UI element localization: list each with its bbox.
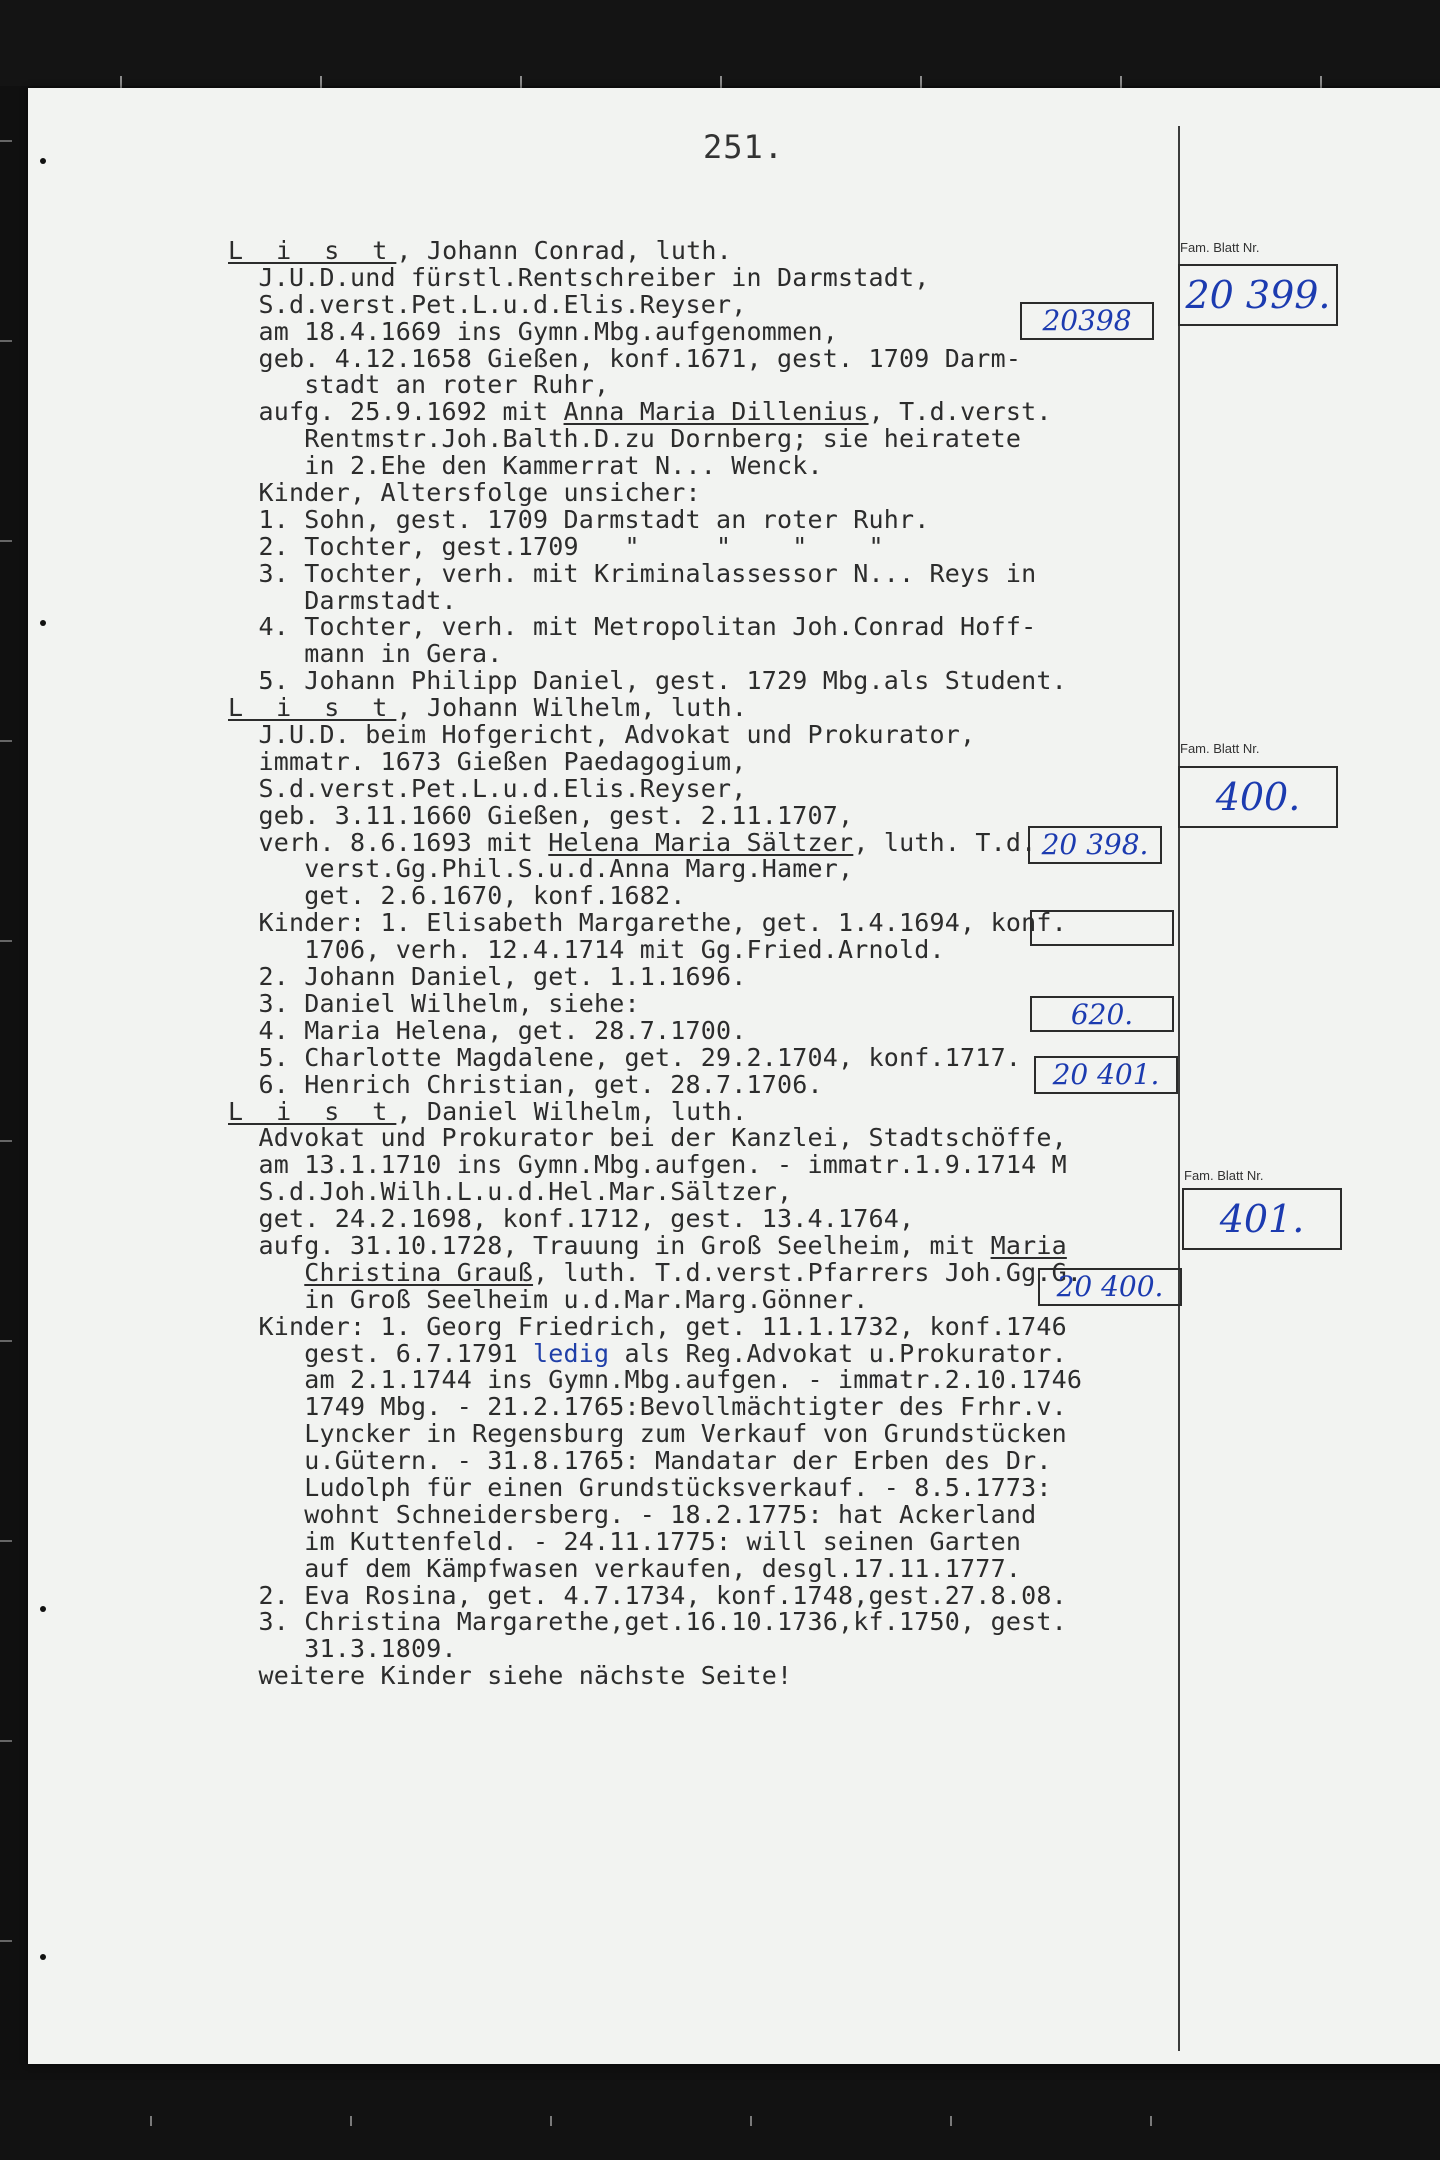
genealogy-text (228, 238, 1178, 1690)
ruler-tick (0, 1940, 12, 1942)
ruler-tick (0, 1140, 12, 1142)
text-line (228, 1663, 1178, 1690)
reference-box: 20 401. (1034, 1056, 1178, 1094)
reference-box: 620. (1030, 996, 1174, 1032)
text-segment: , luth. T.d.verst.Pfarrers Joh.Gg.G. (533, 1257, 1083, 1287)
text-line (228, 1206, 1178, 1233)
text-segment: 3. Christina Margarethe,get.16.10.1736,kf.1750, gest. (228, 1607, 1067, 1637)
text-line (228, 695, 1178, 722)
text-line (228, 1311, 1178, 1341)
text-segment: 3. Tochter, verh. mit Kriminalassessor N... Reys in (228, 558, 1037, 588)
text-segment: in 2.Ehe den Kammerrat N... Wenck. (228, 451, 823, 481)
ruler-tick (0, 740, 12, 742)
page-number: 251. (703, 128, 785, 166)
text-segment: Ludolph für einen Grundstücksverkauf. - 8.5.1773: (228, 1472, 1052, 1502)
text-segment: 2. Eva Rosina, get. 4.7.1734, konf.1748,gest.27.8.08. (228, 1580, 1067, 1610)
ruler-tick (0, 540, 12, 542)
text-line (228, 1472, 1178, 1502)
text-segment: J.U.D.und fürstl.Rentschreiber in Darmstadt, (228, 262, 930, 292)
text-segment: 6. Henrich Christian, get. 28.7.1706. (228, 1069, 823, 1099)
text-line (228, 1499, 1178, 1529)
text-segment: am 2.1.1744 ins Gymn.Mbg.aufgen. - immatr.2.10.1746 (228, 1365, 1083, 1395)
text-segment: in Groß Seelheim u.d.Mar.Marg.Gönner. (228, 1284, 869, 1314)
text-line (228, 1421, 1178, 1448)
text-segment: stadt an roter Ruhr, (228, 370, 610, 400)
text-segment: , T.d.verst. (868, 397, 1052, 427)
text-line (228, 1553, 1178, 1583)
ruler-tick (550, 2116, 552, 2126)
text-segment: J.U.D. beim Hofgericht, Advokat und Prokurator, (228, 720, 976, 750)
text-line (228, 1125, 1178, 1152)
text-segment: wohnt Schneidersberg. - 18.2.1775: hat Ackerland (228, 1499, 1037, 1529)
ruler-tick (720, 76, 722, 88)
text-line (228, 773, 1178, 803)
text-segment: Kinder: 1. Georg Friedrich, get. 11.1.1732, konf.1746 (228, 1311, 1067, 1341)
text-line (228, 1179, 1178, 1206)
text-segment: Rentmstr.Joh.Balth.D.zu Dornberg; sie heiratete (228, 424, 1022, 454)
text-line (228, 1526, 1178, 1556)
text-segment: geb. 4.12.1658 Gießen, konf.1671, gest. 1709 Darm- (228, 343, 1022, 373)
text-segment: 5. Johann Philipp Daniel, gest. 1729 Mbg.als Student. (228, 666, 1067, 696)
surname-heading: L i s t (228, 236, 397, 265)
text-segment: get. 24.2.1698, konf.1712, gest. 13.4.1764, (228, 1204, 915, 1234)
text-segment: verst.Gg.Phil.S.u.d.Anna Marg.Hamer, (228, 854, 854, 884)
ruler-tick (0, 1740, 12, 1742)
text-line (228, 1636, 1178, 1663)
text-segment: immatr. 1673 Gießen Paedagogium, (228, 746, 747, 776)
reference-box: 20 398. (1028, 826, 1162, 864)
text-segment: aufg. 25.9.1692 mit (228, 397, 564, 427)
top-ruler (0, 0, 1440, 86)
text-segment: gest. 6.7.1791 (228, 1338, 534, 1368)
document-page (28, 88, 1440, 2064)
reference-box: 20 400. (1038, 1268, 1182, 1306)
text-segment: mann in Gera. (228, 639, 503, 669)
ruler-tick (1320, 76, 1322, 88)
text-segment: Darmstadt. (228, 585, 457, 615)
ruler-tick (150, 2116, 152, 2126)
text-segment: Lyncker in Regensburg zum Verkauf von Grundstücken (228, 1419, 1067, 1449)
ruler-tick (0, 1340, 12, 1342)
text-segment: am 13.1.1710 ins Gymn.Mbg.aufgen. - immatr.1.9.1714 M (228, 1150, 1067, 1180)
text-segment: Anna Maria Dillenius (563, 397, 869, 427)
ruler-tick (750, 2116, 752, 2126)
text-segment: Advokat und Prokurator bei der Kanzlei, Stadtschöffe, (228, 1123, 1067, 1153)
text-segment: , Johann Conrad, luth. (396, 236, 732, 265)
ruler-tick (0, 940, 12, 942)
text-line (228, 531, 1178, 561)
fam-blatt-box: 401. (1182, 1188, 1342, 1250)
text-segment: 3. Daniel Wilhelm, siehe: (228, 988, 640, 1018)
text-segment: aufg. 31.10.1728, Trauung in Groß Seelheim, mit (228, 1230, 991, 1260)
fam-blatt-box: 400. (1178, 766, 1338, 828)
text-line (228, 722, 1178, 749)
text-line (228, 372, 1178, 399)
text-line (228, 668, 1178, 695)
text-line (228, 1230, 1178, 1260)
text-line (228, 504, 1178, 534)
text-line (228, 1448, 1178, 1475)
text-line (228, 480, 1178, 507)
text-line (228, 238, 1178, 265)
text-line (228, 453, 1178, 480)
text-line (228, 746, 1178, 776)
text-segment: 4. Tochter, verh. mit Metropolitan Joh.Conrad Hoff- (228, 612, 1037, 642)
text-line (228, 1367, 1178, 1394)
text-segment: im Kuttenfeld. - 24.11.1775: will seinen Garten (228, 1526, 1022, 1556)
text-line (228, 883, 1178, 910)
binder-hole (40, 158, 46, 164)
text-line (228, 1257, 1178, 1287)
ruler-tick (1120, 76, 1122, 88)
binder-hole (40, 1954, 46, 1960)
text-segment: S.d.verst.Pet.L.u.d.Elis.Reyser, (228, 289, 747, 319)
text-segment: weitere Kinder siehe nächste Seite! (228, 1661, 793, 1691)
text-line (228, 1580, 1178, 1610)
ruler-tick (0, 340, 12, 342)
text-segment: , Daniel Wilhelm, luth. (396, 1096, 748, 1126)
text-segment: , Johann Wilhelm, luth. (396, 693, 748, 723)
reference-box (1030, 910, 1174, 946)
text-line (228, 1609, 1178, 1636)
text-segment: u.Gütern. - 31.8.1765: Mandatar der Erben des Dr. (228, 1446, 1052, 1476)
ruler-tick (0, 1540, 12, 1542)
ruler-tick (950, 2116, 952, 2126)
text-line (228, 1096, 1178, 1126)
fam-blatt-label: Fam. Blatt Nr. (1180, 741, 1260, 756)
text-segment: Maria (990, 1230, 1067, 1260)
text-segment: 1. Sohn, gest. 1709 Darmstadt an roter Ruhr. (228, 504, 930, 534)
surname-heading: L i s t (228, 1096, 397, 1126)
reference-box: 20398 (1020, 302, 1154, 340)
text-line (228, 1338, 1178, 1368)
ruler-tick (120, 76, 122, 88)
text-line (228, 1394, 1178, 1421)
text-segment: S.d.Joh.Wilh.L.u.d.Hel.Mar.Sältzer, (228, 1177, 793, 1207)
ruler-tick (1150, 2116, 1152, 2126)
text-line (228, 558, 1178, 588)
ruler-tick (350, 2116, 352, 2126)
text-line (228, 262, 1178, 292)
text-line (228, 614, 1178, 641)
text-line (228, 1152, 1178, 1179)
bottom-ruler (0, 2080, 1440, 2160)
text-segment: 1706, verh. 12.4.1714 mit Gg.Fried.Arnold. (228, 935, 945, 965)
text-segment: am 18.4.1669 ins Gymn.Mbg.aufgenommen, (228, 316, 839, 346)
fam-blatt-label: Fam. Blatt Nr. (1180, 240, 1260, 255)
text-segment: S.d.verst.Pet.L.u.d.Elis.Reyser, (228, 773, 747, 803)
ruler-tick (0, 140, 12, 142)
fam-blatt-box: 20 399. (1178, 264, 1338, 326)
text-segment: auf dem Kämpfwasen verkaufen, desgl.17.11.1777. (228, 1553, 1022, 1583)
text-segment: , luth. T.d. (853, 827, 1037, 857)
text-segment: verh. 8.6.1693 mit (228, 827, 549, 857)
text-segment: Kinder: 1. Elisabeth Margarethe, get. 1.4.1694, konf. (228, 908, 1067, 938)
text-segment: Christina Grauß (304, 1257, 534, 1287)
text-segment (228, 1258, 304, 1287)
text-segment: 2. Johann Daniel, get. 1.1.1696. (228, 962, 747, 992)
text-segment: 31.3.1809. (228, 1634, 457, 1664)
ruler-tick (920, 76, 922, 88)
text-segment: 5. Charlotte Magdalene, get. 29.2.1704, konf.1717. (228, 1042, 1022, 1072)
margin-divider (1178, 126, 1180, 2051)
text-line (228, 343, 1178, 373)
text-line (228, 585, 1178, 615)
text-line (228, 964, 1178, 991)
text-segment: als Reg.Advokat u.Prokurator. (609, 1338, 1067, 1368)
text-line (228, 426, 1178, 453)
text-segment: 4. Maria Helena, get. 28.7.1700. (228, 1015, 747, 1045)
text-segment: Kinder, Altersfolge unsicher: (228, 478, 701, 508)
text-line (228, 641, 1178, 668)
fam-blatt-label: Fam. Blatt Nr. (1184, 1168, 1264, 1183)
text-segment: 1749 Mbg. - 21.2.1765:Bevollmächtigter des Frhr.v. (228, 1392, 1067, 1422)
text-segment: Helena Maria Sältzer (548, 827, 854, 857)
text-segment: 2. Tochter, gest.1709 " " " " (228, 531, 884, 561)
text-line (228, 399, 1178, 426)
ruler-tick (320, 76, 322, 88)
binder-hole (40, 1606, 46, 1612)
ruler-tick (520, 76, 522, 88)
handwritten-correction: ledig (533, 1338, 610, 1368)
surname-heading: L i s t (228, 693, 397, 723)
text-segment: geb. 3.11.1660 Gießen, gest. 2.11.1707, (228, 800, 854, 830)
binder-hole (40, 620, 46, 626)
text-segment: get. 2.6.1670, konf.1682. (228, 881, 686, 911)
